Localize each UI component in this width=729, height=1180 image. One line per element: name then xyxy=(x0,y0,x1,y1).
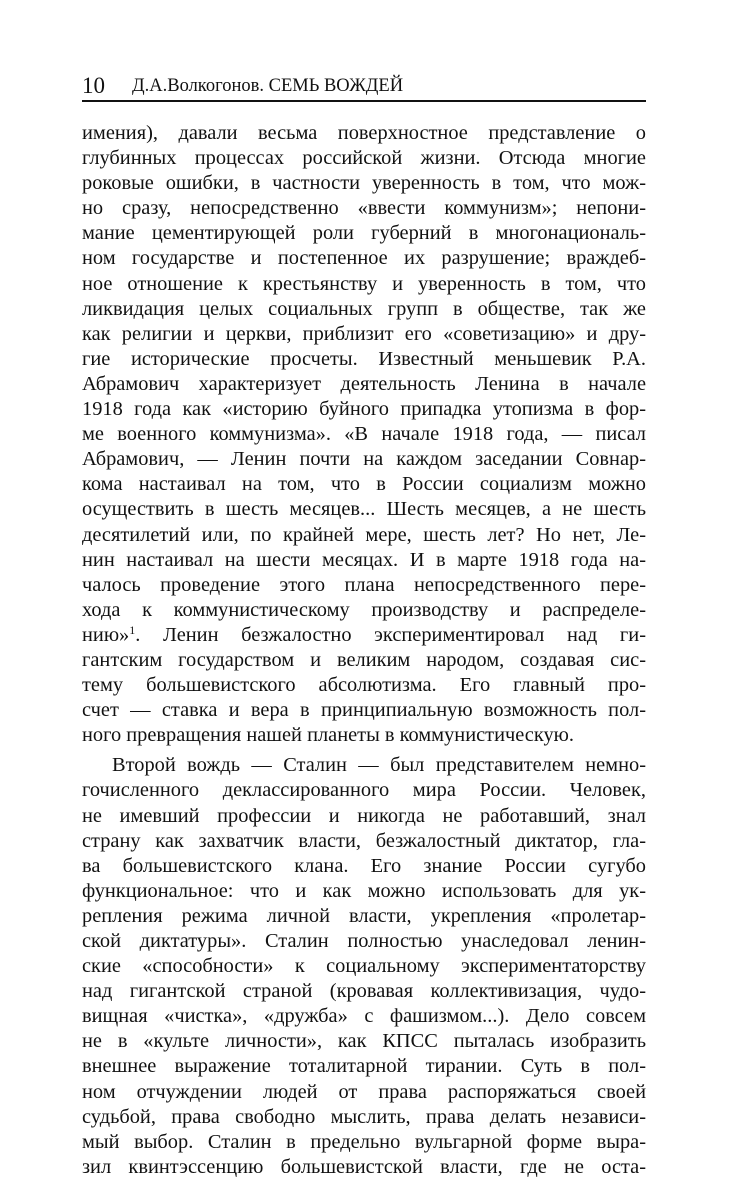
text-line: мый выбор. Сталин в предельно вульгарной форме выра- xyxy=(82,1130,646,1153)
text-line: тему большевистского абсолютизма. Его главный про- xyxy=(82,674,646,697)
paragraph-1 xyxy=(82,121,646,748)
text-line: как религии и церкви, приблизит его «советизацию» и дру- xyxy=(82,322,646,345)
text-line: роковые ошибки, в частности уверенность в том, что мож- xyxy=(82,172,646,195)
text-line: хода к коммунистическому производству и распределе- xyxy=(82,598,646,621)
text-line: ские «способности» к социальному экспериментаторству xyxy=(82,955,646,978)
text-line: вищная «чистка», «дружба» с фашизмом...). Дело совсем xyxy=(82,1005,646,1028)
text-line-with-footnote xyxy=(82,623,646,648)
text-line: имения), давали весьма поверхностное представление о xyxy=(82,122,646,144)
text-line: внешнее выражение тоталитарной тирании. Суть в пол- xyxy=(82,1055,646,1078)
text-line: Второй вождь — Сталин — был представителем немно- xyxy=(112,754,646,777)
text-line: ва большевистского клана. Его знание России сугубо xyxy=(82,854,646,877)
paragraph-2 xyxy=(82,753,646,1180)
page-number: 10 xyxy=(82,73,105,98)
text-line: судьбой, права свободно мыслить, права делать независи- xyxy=(82,1105,646,1128)
text-line: гочисленного деклассированного мира России. Человек, xyxy=(82,779,646,802)
footnote-reference[interactable]: 1 xyxy=(129,622,136,637)
text-line: репления режима личной власти, укрепления «пролетар- xyxy=(82,904,646,927)
text-line: ном отчуждении людей от права распоряжаться своей xyxy=(82,1080,646,1103)
text-line: не в «культе личности», как КПСС пыталась изобразить xyxy=(82,1030,646,1053)
text-line: ме военного коммунизма». «В начале 1918 года, — писал xyxy=(82,423,646,446)
text-line: глубинных процессах российской жизни. Отсюда многие xyxy=(82,147,646,170)
text-line: зил квинтэссенцию большевистской власти, где не оста- xyxy=(82,1155,646,1178)
text-line: над гигантской страной (кровавая коллективизация, чудо- xyxy=(82,980,646,1003)
text-line: кома настаивал на том, что в России социализм можно xyxy=(82,473,646,496)
text-fragment: нию» xyxy=(82,623,130,646)
text-line: нин настаивал на шести месяцах. И в марте 1918 года на- xyxy=(82,548,646,571)
text-line: функциональное: что и как можно использовать для ук- xyxy=(82,879,646,902)
running-head xyxy=(82,72,646,102)
text-line: ликвидация целых социальных групп в обществе, так же xyxy=(82,297,646,320)
text-line: но сразу, непосредственно «ввести коммунизм»; непони- xyxy=(82,197,646,220)
text-line: Абрамович характеризует деятельность Ленина в начале xyxy=(82,372,646,395)
body-text xyxy=(82,121,646,1180)
text-line: Абрамович, — Ленин почти на каждом заседании Совнар- xyxy=(82,448,646,471)
text-line: 1918 года как «историю буйного припадка утопизма в фор- xyxy=(82,398,646,421)
text-line: чалось проведение этого плана непосредственного пере- xyxy=(82,573,646,596)
text-line: осуществить в шесть месяцев... Шесть месяцев, а не шесть xyxy=(82,498,646,521)
text-line: десятилетий или, по крайней мере, шесть лет? Но нет, Ле- xyxy=(82,523,646,546)
text-line: ном государстве и постепенное их разрушение; враждеб- xyxy=(82,247,646,270)
text-line: страну как захватчик власти, безжалостный диктатор, гла- xyxy=(82,829,646,852)
text-line: ской диктатуры». Сталин полностью унаследовал ленин- xyxy=(82,930,646,952)
text-line: не имевший профессии и никогда не работавший, знал xyxy=(82,804,646,827)
text-line: гантским государством и великим народом, создавая сис- xyxy=(82,648,646,671)
text-line: гие исторические просчеты. Известный меньшевик Р.А. xyxy=(82,347,646,370)
text-line: ного превращения нашей планеты в коммунистическую. xyxy=(82,724,574,747)
text-line: ное отношение к крестьянству и уверенность в том, что xyxy=(82,272,646,295)
text-line: счет — ставка и вера в принципиальную возможность пол- xyxy=(82,699,646,722)
text-line: мание цементирующей роли губерний в многонациональ- xyxy=(82,222,646,245)
text-fragment: . Ленин безжалостно экспериментировал над ги- xyxy=(135,623,646,646)
running-title: Д.А.Волкогонов. СЕМЬ ВОЖДЕЙ xyxy=(132,76,404,96)
